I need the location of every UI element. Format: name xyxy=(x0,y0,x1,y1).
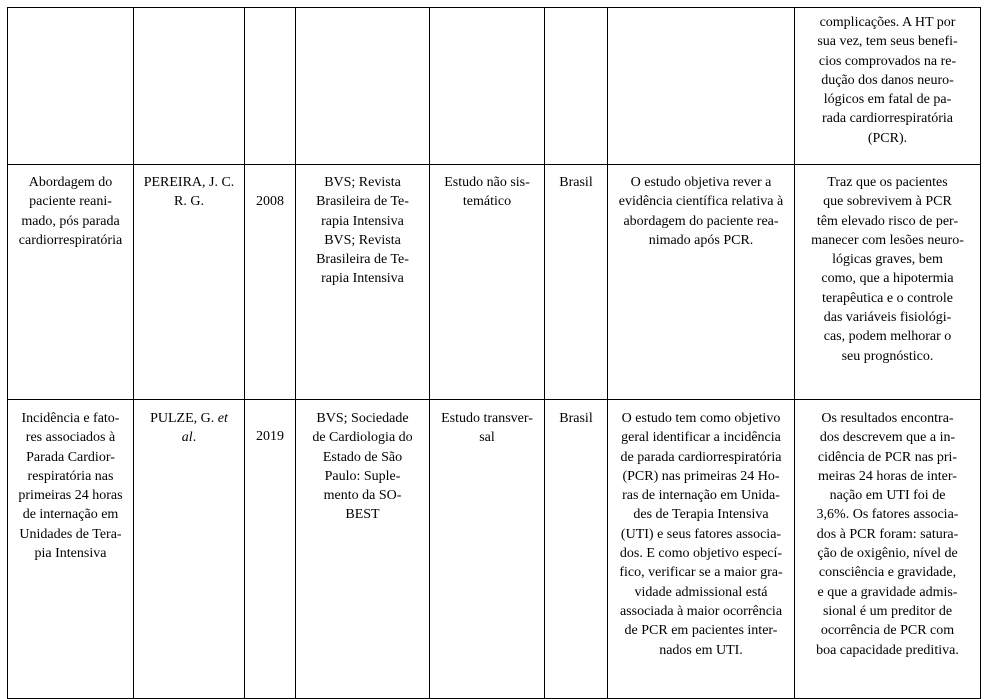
text-line: 3,6%. Os fatores associa- xyxy=(816,507,959,523)
text-line: (PCR). xyxy=(867,130,908,146)
table-row xyxy=(8,400,981,699)
text-line: nimado após PCR. xyxy=(648,232,754,248)
cell-pais xyxy=(545,8,608,165)
text-line: rada cardiorrespiratória xyxy=(822,111,953,127)
cell-autor xyxy=(134,400,245,699)
text-line: Paulo: Suple- xyxy=(324,468,401,484)
text-line: terapêutica e o controle xyxy=(822,290,953,306)
text-line: (PCR) nas primeiras 24 Ho- xyxy=(622,468,780,484)
text-line: que sobrevivem à PCR xyxy=(823,194,952,210)
text-line: têm elevado risco de per- xyxy=(816,213,959,229)
text-line: abordagem do paciente rea- xyxy=(623,213,779,229)
text-line: O estudo tem como objetivo xyxy=(621,411,781,426)
text-line: boa capacidade preditiva. xyxy=(816,642,959,658)
text-line: sional é um preditor de xyxy=(822,603,953,619)
text-line: dos descrevem que a in- xyxy=(819,430,956,446)
text-line: como, que a hipotermia xyxy=(821,271,954,287)
text-line: 2019 xyxy=(256,429,284,444)
text-line: Brasileira de Te- xyxy=(316,252,409,268)
text-line: Traz que os pacientes xyxy=(827,175,948,190)
cell-resultados xyxy=(795,400,981,699)
cell-resultados xyxy=(795,8,981,165)
text-line: PEREIRA, J. C. xyxy=(143,175,235,190)
text-line: lógicas graves, bem xyxy=(832,252,943,268)
cell-tipo xyxy=(430,400,545,699)
text-line: dos. E como objetivo especí- xyxy=(619,546,783,562)
text-line: rapia Intensiva xyxy=(321,213,404,229)
text-line: Estudo não sis- xyxy=(444,175,530,190)
text-line: primeiras 24 horas xyxy=(18,488,123,504)
text-line: de PCR em pacientes inter- xyxy=(624,623,778,639)
text-line: des de Terapia Intensiva xyxy=(633,507,769,523)
text-line: Abordagem do xyxy=(28,175,113,190)
text-line: mento da SO- xyxy=(323,488,402,504)
text-line: dução dos danos neuro- xyxy=(821,72,954,88)
cell-objetivo xyxy=(608,8,795,165)
text-line: sua vez, tem seus benefi- xyxy=(817,34,958,50)
text-line: nados em UTI. xyxy=(659,642,743,658)
text-line: meiras 24 horas de inter- xyxy=(818,468,957,484)
text-line: R. G. xyxy=(174,194,204,210)
text-line: Unidades de Tera- xyxy=(19,526,122,542)
text-line: paciente reani- xyxy=(29,194,112,210)
text-line: pia Intensiva xyxy=(34,546,107,562)
text-line: geral identificar a incidência xyxy=(621,430,781,446)
text-line: Estudo transver- xyxy=(441,411,533,426)
text-line: ras de internação em Unida- xyxy=(622,488,780,504)
text-line: Brasileira de Te- xyxy=(316,194,409,210)
text-line: Brasil xyxy=(559,411,593,426)
cell-titulo xyxy=(8,400,134,699)
text-line: de parada cardiorrespiratória xyxy=(620,449,782,465)
text-line: de internação em xyxy=(22,507,119,523)
text-line: mado, pós parada xyxy=(21,213,120,229)
author-line: al. xyxy=(181,430,197,446)
cell-base xyxy=(296,165,430,400)
cell-ano xyxy=(245,8,296,165)
text-line: cios comprovados na re- xyxy=(818,53,957,69)
cell-autor xyxy=(134,8,245,165)
cell-tipo xyxy=(430,8,545,165)
cell-ano xyxy=(245,400,296,699)
text-line: BEST xyxy=(345,507,380,523)
text-line: BVS; Revista xyxy=(324,232,401,248)
text-line: manecer com lesões neuro- xyxy=(811,232,964,248)
text-line: lógicos em fatal de pa- xyxy=(823,92,952,108)
text-line: BVS; Sociedade xyxy=(316,411,409,426)
cell-titulo xyxy=(8,8,134,165)
text-line: ção de oxigênio, nível de xyxy=(817,546,958,562)
author-line: PULZE, G. et xyxy=(150,411,228,426)
text-line: O estudo objetiva rever a xyxy=(630,175,772,190)
text-line: dos à PCR foram: satura- xyxy=(816,526,959,542)
text-line: Brasil xyxy=(559,175,593,190)
cell-ano xyxy=(245,165,296,400)
text-line: ocorrência de PCR com xyxy=(820,623,955,639)
text-line: Estado de São xyxy=(322,449,403,465)
cell-base xyxy=(296,8,430,165)
text-line: associada à maior ocorrência xyxy=(619,603,783,619)
table-row xyxy=(8,8,981,165)
cell-resultados xyxy=(795,165,981,400)
text-line: Incidência e fato- xyxy=(21,411,120,426)
text-line: nação em UTI foi de xyxy=(829,488,946,504)
cell-objetivo xyxy=(608,165,795,400)
text-line: e que a gravidade admis- xyxy=(817,584,958,600)
text-line: BVS; Revista xyxy=(324,175,401,190)
text-line: cardiorrespiratória xyxy=(18,232,123,248)
text-line: temático xyxy=(462,194,512,210)
text-line: vidade admissional está xyxy=(634,584,768,600)
text-line: evidência científica relativa à xyxy=(618,194,784,210)
text-line: respiratória nas xyxy=(27,468,114,484)
cell-titulo xyxy=(8,165,134,400)
cell-base xyxy=(296,400,430,699)
cell-tipo xyxy=(430,165,545,400)
text-line: res associados à xyxy=(25,430,116,446)
text-line: sal xyxy=(479,430,495,446)
literature-table xyxy=(7,7,981,699)
text-line: Parada Cardior- xyxy=(26,449,115,465)
text-line: das variáveis fisiológi- xyxy=(823,310,952,326)
text-line: rapia Intensiva xyxy=(321,271,404,287)
text-line: Os resultados encontra- xyxy=(821,411,954,426)
text-line: 2008 xyxy=(256,194,284,209)
text-line: cas, podem melhorar o xyxy=(823,329,952,345)
table-row xyxy=(8,165,981,400)
text-line: cidência de PCR nas pri- xyxy=(817,449,958,465)
text-line: fico, verificar se a maior gra- xyxy=(619,565,783,581)
text-line: seu prognóstico. xyxy=(841,348,934,364)
text-line: (UTI) e seus fatores associa- xyxy=(620,526,782,542)
text-line: consciência e gravidade, xyxy=(818,565,957,581)
cell-pais xyxy=(545,400,608,699)
text-line: complicações. A HT por xyxy=(819,15,956,30)
cell-pais xyxy=(545,165,608,400)
cell-objetivo xyxy=(608,400,795,699)
text-line: de Cardiologia do xyxy=(312,430,413,446)
cell-autor xyxy=(134,165,245,400)
